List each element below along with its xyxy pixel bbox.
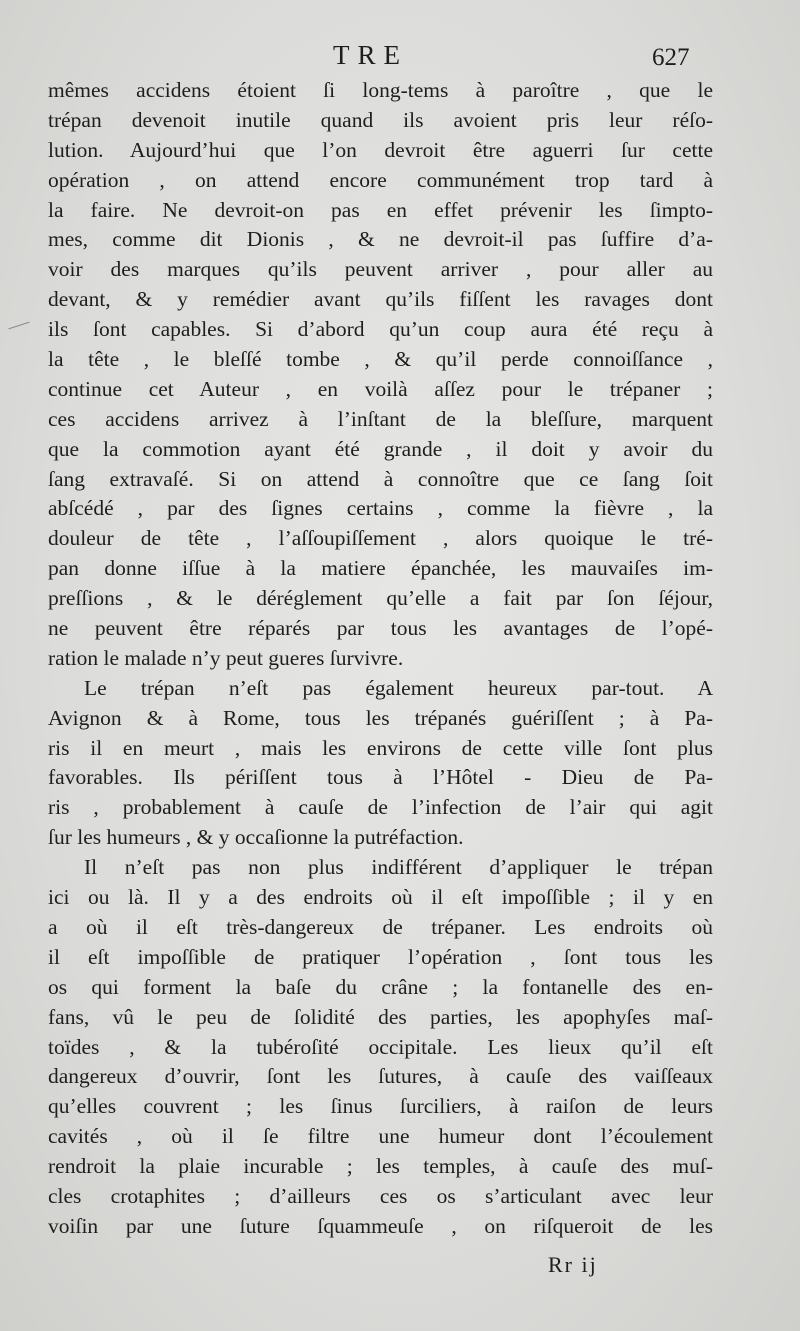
text-line: qu’elles couvrent ; les ſinus ſurciliers, à raiſon de leurs <box>48 1094 713 1119</box>
text-line: preſſions , & le déréglement qu’elle a fait par ſon ſéjour, <box>48 586 713 611</box>
running-title: TRE <box>333 40 408 70</box>
text-line: voiſin par une ſuture ſquammeuſe , on riſqueroit de les <box>48 1213 713 1238</box>
margin-pencil-mark <box>8 322 29 330</box>
text-line: cavités , où il ſe filtre une humeur dont l’écoulement <box>48 1124 713 1149</box>
text-line: ces accidens arrivez à l’inſtant de la bleſſure, marquent <box>48 406 713 431</box>
text-line: ils ſont capables. Si d’abord qu’un coup aura été reçu à <box>48 317 713 342</box>
text-line: mêmes accidens étoient ſi long-tems à paroître , que le <box>48 78 713 102</box>
text-line: ris il en meurt , mais les environs de cette ville ſont plus <box>48 735 713 760</box>
text-line: que la commotion ayant été grande , il doit y avoir du <box>48 436 713 461</box>
text-line: il eſt impoſſible de pratiquer l’opération , ſont tous les <box>48 944 713 969</box>
text-line: pan donne iſſue à la matiere épanchée, les mauvaiſes im- <box>48 556 713 581</box>
text-line: continue cet Auteur , en voilà aſſez pour le trépaner ; <box>48 376 713 401</box>
text-line: lution. Aujourd’hui que l’on devroit être aguerri ſur cette <box>48 137 713 162</box>
text-line: cles crotaphites ; d’ailleurs ces os s’articulant avec leur <box>48 1183 713 1208</box>
page-number: 627 <box>652 44 690 71</box>
text-line: devant, & y remédier avant qu’ils fiſſent les ravages dont <box>48 287 713 312</box>
text-line: Avignon & à Rome, tous les trépanés guériſſent ; à Pa- <box>48 705 713 730</box>
text-line: ne peuvent être réparés par tous les avantages de l’opé- <box>48 616 713 641</box>
text-line: ſang extravaſé. Si on attend à connoître que ce ſang ſoit <box>48 466 713 491</box>
text-line: voir des marques qu’ils peuvent arriver , pour aller au <box>48 257 713 282</box>
body-text <box>48 76 713 1242</box>
text-line: ris , probablement à cauſe de l’infection de l’air qui agit <box>48 795 713 820</box>
text-line: os qui forment la baſe du crâne ; la fontanelle des en- <box>48 974 713 999</box>
text-line: douleur de tête , l’aſſoupiſſement , alors quoique le tré- <box>48 526 713 551</box>
text-line: opération , on attend encore communément trop tard à <box>48 167 713 192</box>
text-line: la tête , le bleſſé tombe , & qu’il perde connoiſſance , <box>48 347 713 372</box>
text-line: ici ou là. Il y a des endroits où il eſt impoſſible ; il y en <box>48 885 713 910</box>
running-head <box>0 40 800 80</box>
text-line: mes, comme dit Dionis , & ne devroit-il pas ſuffire d’a- <box>48 227 713 252</box>
text-line: abſcédé , par des ſignes certains , comme la fièvre , la <box>48 496 713 521</box>
signature-mark: Rr ij <box>548 1252 598 1277</box>
paragraph-end-line: ſur les humeurs , & y occaſionne la putréfaction. <box>48 825 464 850</box>
paragraph-start-line: Il n’eſt pas non plus indifférent d’appliquer le trépan <box>84 855 713 880</box>
text-line: la faire. Ne devroit-on pas en effet prévenir les ſimpto- <box>48 197 713 222</box>
text-line: rendroit la plaie incurable ; les temples, à cauſe des muſ- <box>48 1154 713 1179</box>
text-line: fans, vû le peu de ſolidité des parties, les apophyſes maſ- <box>48 1004 713 1029</box>
text-line: dangereux d’ouvrir, ſont les ſutures, à cauſe des vaiſſeaux <box>48 1064 713 1089</box>
text-line: a où il eſt très-dangereux de trépaner. Les endroits où <box>48 914 713 939</box>
text-line: toïdes , & la tubéroſité occipitale. Les lieux qu’il eſt <box>48 1034 713 1059</box>
paragraph-end-line: ration le malade n’y peut gueres ſurvivre. <box>48 645 404 670</box>
text-line: trépan devenoit inutile quand ils avoient pris leur réſo- <box>48 107 713 132</box>
text-line: favorables. Ils périſſent tous à l’Hôtel - Dieu de Pa- <box>48 765 713 790</box>
paragraph-start-line: Le trépan n’eſt pas également heureux par-tout. A <box>84 675 713 700</box>
